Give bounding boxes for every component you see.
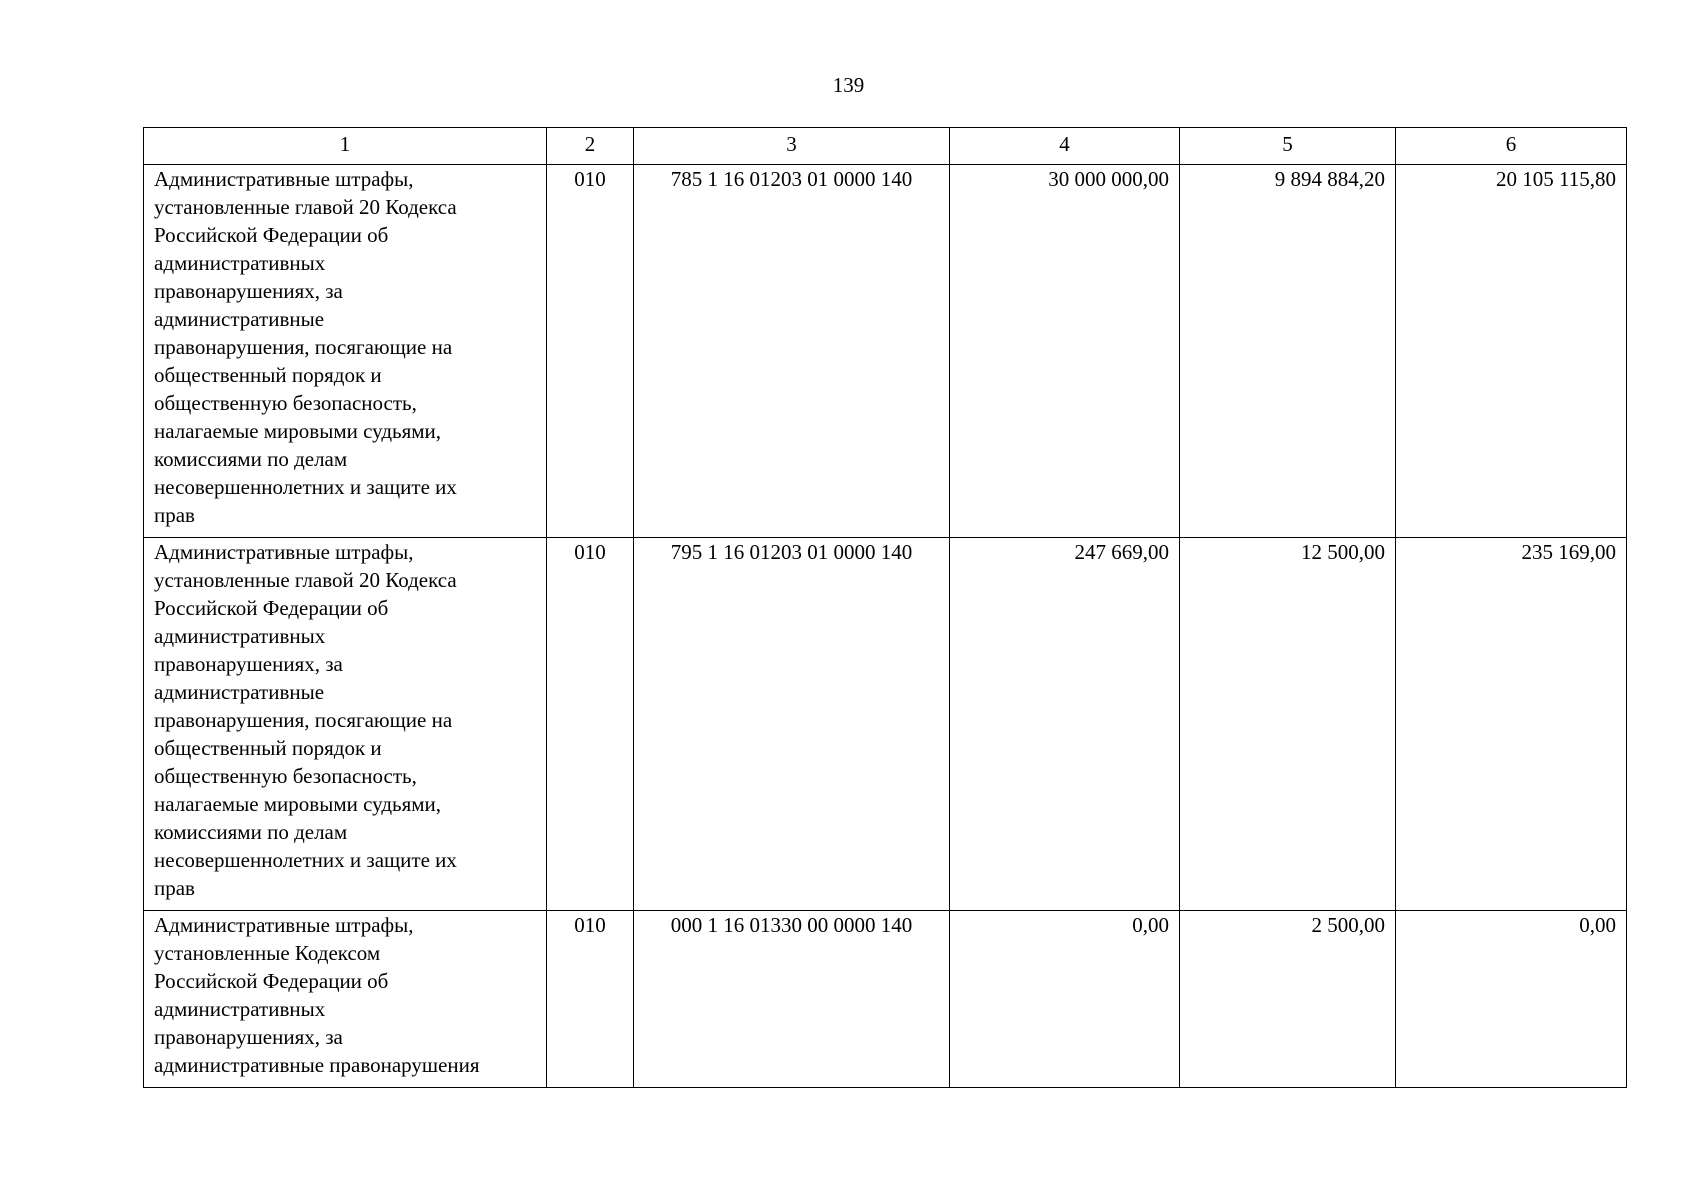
header-col-6: 6 (1396, 128, 1627, 165)
description-line: комиссиями по делам (154, 447, 348, 471)
description-line: правонарушениях, за (154, 652, 343, 676)
header-row (144, 128, 1627, 165)
header-col-3: 3 (634, 128, 950, 165)
table-header (144, 128, 1627, 165)
description-line: комиссиями по делам (154, 820, 348, 844)
description-line: правонарушениях, за (154, 279, 343, 303)
description-line: административных (154, 624, 326, 648)
description-line: административные правонарушения (154, 1053, 480, 1077)
description-line: правонарушения, посягающие на (154, 335, 453, 359)
table-row (144, 911, 1627, 1088)
description-line: административных (154, 251, 326, 275)
unexecuted-amount-cell: 20 105 115,80 (1396, 165, 1627, 538)
description-line: установленные главой 20 Кодекса (154, 195, 457, 219)
description-line: правонарушения, посягающие на (154, 708, 453, 732)
description-line: прав (154, 503, 195, 527)
description-line: Российской Федерации об (154, 969, 389, 993)
table-row (144, 165, 1627, 538)
description-line: правонарушениях, за (154, 1025, 343, 1049)
description-line: Российской Федерации об (154, 596, 389, 620)
budget-code-cell: 000 1 16 01330 00 0000 140 (634, 911, 950, 1088)
budget-code-cell: 795 1 16 01203 01 0000 140 (634, 538, 950, 911)
description-line: общественную безопасность, (154, 391, 417, 415)
approved-amount-cell: 30 000 000,00 (950, 165, 1180, 538)
header-col-4: 4 (950, 128, 1180, 165)
header-col-1: 1 (144, 128, 547, 165)
budget-execution-table (143, 127, 1627, 1088)
line-code-cell: 010 (547, 165, 634, 538)
description-line: административные (154, 680, 325, 704)
description-line: Административные штрафы, (154, 167, 414, 191)
description-line: Административные штрафы, (154, 540, 414, 564)
description-line: общественный порядок и (154, 363, 382, 387)
description-line: установленные главой 20 Кодекса (154, 568, 457, 592)
header-col-5: 5 (1180, 128, 1396, 165)
description-cell (144, 165, 547, 538)
description-line: несовершеннолетних и защите их (154, 475, 457, 499)
description-line: административных (154, 997, 326, 1021)
description-line: налагаемые мировыми судьями, (154, 419, 442, 443)
description-line: общественную безопасность, (154, 764, 417, 788)
description-line: общественный порядок и (154, 736, 382, 760)
executed-amount-cell: 12 500,00 (1180, 538, 1396, 911)
line-code-cell: 010 (547, 911, 634, 1088)
approved-amount-cell: 247 669,00 (950, 538, 1180, 911)
table-row (144, 538, 1627, 911)
line-code-cell: 010 (547, 538, 634, 911)
description-cell (144, 538, 547, 911)
description-line: установленные Кодексом (154, 941, 381, 965)
executed-amount-cell: 9 894 884,20 (1180, 165, 1396, 538)
unexecuted-amount-cell: 0,00 (1396, 911, 1627, 1088)
description-line: административные (154, 307, 325, 331)
unexecuted-amount-cell: 235 169,00 (1396, 538, 1627, 911)
description-line: Российской Федерации об (154, 223, 389, 247)
description-cell (144, 911, 547, 1088)
description-line: прав (154, 876, 195, 900)
approved-amount-cell: 0,00 (950, 911, 1180, 1088)
page-number: 139 (832, 73, 865, 97)
description-line: налагаемые мировыми судьями, (154, 792, 442, 816)
table-body (144, 165, 1627, 1088)
header-col-2: 2 (547, 128, 634, 165)
description-line: несовершеннолетних и защите их (154, 848, 457, 872)
budget-code-cell: 785 1 16 01203 01 0000 140 (634, 165, 950, 538)
description-line: Административные штрафы, (154, 913, 414, 937)
executed-amount-cell: 2 500,00 (1180, 911, 1396, 1088)
